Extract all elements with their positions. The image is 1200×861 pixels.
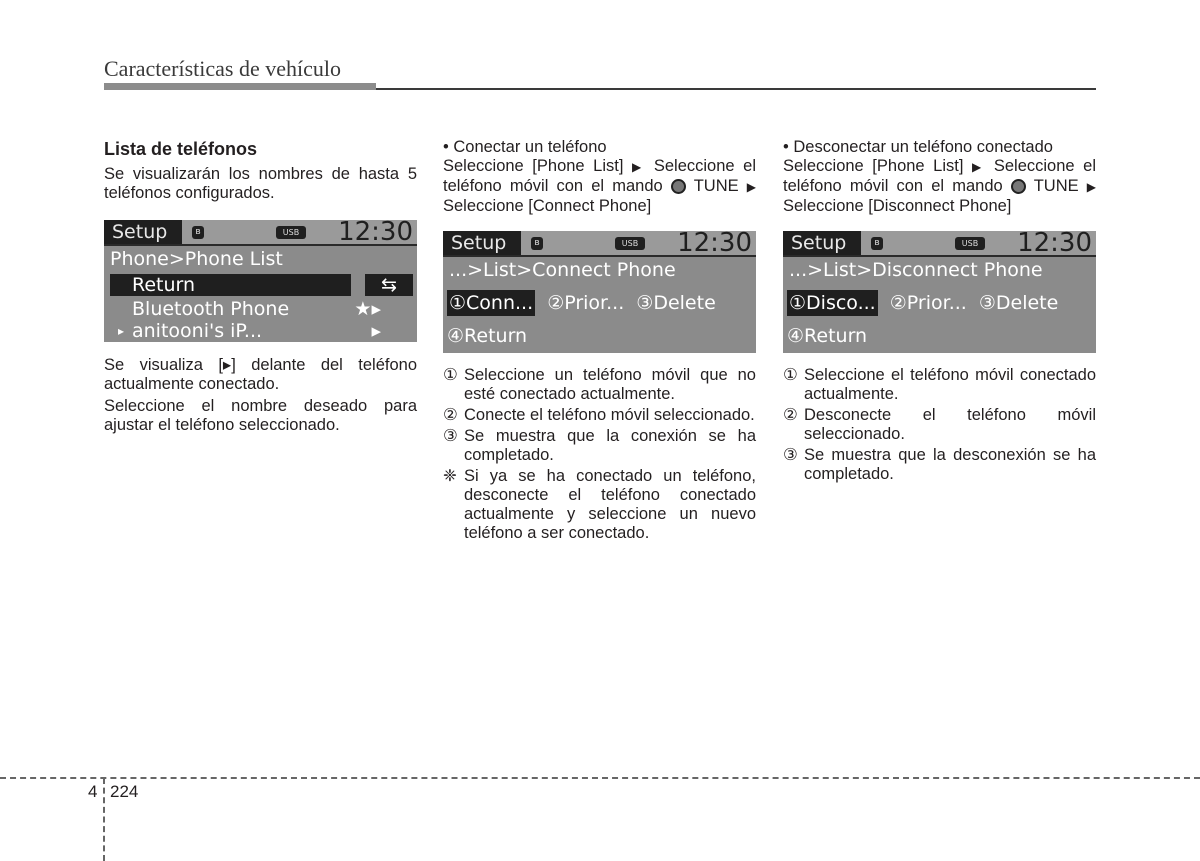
lcd-option-disconnect: ①Disco... — [789, 292, 876, 314]
step-text: Se muestra que la desconexión se ha completado. — [804, 446, 1096, 483]
lcd-option-return: ④Return — [447, 325, 528, 347]
lcd-row-bluetooth-phone — [104, 298, 417, 320]
instr-step: Seleccione el teléfono móvil con el mando — [783, 157, 1097, 195]
step-number: ② — [783, 406, 798, 424]
page-number: 224 — [110, 782, 139, 801]
list-item — [443, 406, 756, 425]
arrow-right-icon: ▸ — [371, 320, 381, 342]
list-item — [783, 366, 1096, 404]
column-disconnect-phone — [783, 138, 1096, 486]
tune-label: TUNE — [693, 177, 739, 195]
step-number: ① — [783, 366, 798, 384]
select-name-text: Seleccione el nombre deseado para ajustar el teléfono seleccionado. — [104, 397, 417, 434]
lcd-path: ...>List>Disconnect Phone — [789, 259, 1043, 281]
lcd-option-delete: ③Delete — [636, 292, 716, 314]
lcd-path: ...>List>Connect Phone — [449, 259, 676, 281]
disconnect-instructions — [783, 157, 1096, 216]
bluetooth-icon: ʙ — [192, 226, 204, 239]
list-item — [783, 446, 1096, 484]
lcd-setup-label: Setup — [783, 231, 861, 255]
instr-step: Seleccione el teléfono móvil con el mando — [443, 157, 757, 195]
phone-list-heading: Lista de teléfonos — [104, 139, 258, 159]
lcd-option-return: ④Return — [787, 325, 868, 347]
tune-label: TUNE — [1033, 177, 1079, 195]
chapter-number: 4 — [88, 782, 98, 801]
lcd-options — [783, 287, 1096, 320]
instr-step: Seleccione [Disconnect Phone] — [783, 197, 1012, 215]
usb-icon: USB — [276, 226, 306, 239]
note-mark: ❈ — [443, 467, 457, 485]
star-arrow-icon: ★▸ — [354, 298, 381, 320]
step-number: ② — [443, 406, 458, 424]
connect-steps — [443, 366, 756, 543]
header-rule-thick — [104, 83, 376, 90]
bluetooth-icon: ʙ — [871, 237, 883, 250]
connect-phone-screen — [443, 231, 756, 353]
step-text: Se muestra que la conexión se ha completado. — [464, 427, 756, 464]
step-text: Seleccione el teléfono móvil conectado actualmente. — [804, 366, 1096, 403]
connected-arrow-icon: ▸ — [118, 324, 125, 338]
lcd-row-return — [110, 274, 397, 296]
column-phone-list — [104, 138, 417, 435]
instr-step: Seleccione [Connect Phone] — [443, 197, 652, 215]
lcd-clock: 12:30 — [1017, 231, 1092, 258]
list-item — [783, 406, 1096, 444]
lcd-path: Phone>Phone List — [110, 248, 283, 270]
lcd-options — [443, 287, 756, 320]
step-number: ① — [443, 366, 458, 384]
usb-icon: USB — [615, 237, 645, 250]
lcd-row-label: anitooni's iP... — [132, 320, 263, 342]
lcd-row-label: Return — [132, 274, 196, 296]
lcd-status-bar — [783, 231, 1096, 257]
step-text: Desconecte el teléfono móvil seleccionado. — [804, 406, 1096, 443]
phone-list-intro: Se visualizarán los nombres de hasta 5 teléfonos configurados. — [104, 165, 417, 202]
triangle-right-icon: ▶ — [1086, 180, 1097, 194]
tune-knob-icon — [1011, 179, 1026, 194]
phone-list-screen — [104, 220, 417, 342]
lcd-option-priority: ②Prior... — [889, 292, 967, 314]
lcd-option-priority: ②Prior... — [547, 292, 625, 314]
lcd-row-label: Bluetooth Phone — [132, 298, 290, 320]
section-title: Características de vehículo — [104, 56, 342, 81]
header-rule-thin — [376, 88, 1096, 90]
lcd-status-bar — [443, 231, 756, 257]
connected-indicator-text: Se visualiza [▸] delante del teléfono actualmente conectado. — [104, 356, 417, 393]
lcd-clock: 12:30 — [677, 231, 752, 258]
lcd-setup-label: Setup — [443, 231, 521, 255]
connect-instructions — [443, 157, 756, 216]
disconnect-phone-screen — [783, 231, 1096, 353]
list-item — [443, 366, 756, 404]
footer-divider — [103, 778, 105, 861]
column-connect-phone — [443, 138, 756, 545]
lcd-option-connect: ①Conn... — [449, 292, 534, 314]
note-text: Si ya se ha conectado un teléfono, desconecte el teléfono conectado actualmente y seleccione un nuevo teléfono a ser conectado. — [464, 467, 756, 542]
instr-step: Seleccione [Phone List] — [783, 157, 964, 175]
lcd-row-connected-phone — [104, 320, 417, 342]
step-number: ③ — [783, 446, 798, 464]
step-text: Seleccione un teléfono móvil que no esté conectado actualmente. — [464, 366, 756, 403]
list-item — [443, 427, 756, 465]
disconnect-bullet-title: • Desconectar un teléfono conectado — [783, 138, 1053, 156]
triangle-right-icon: ▶ — [972, 160, 986, 174]
lcd-status-bar — [104, 220, 417, 246]
lcd-option-delete: ③Delete — [978, 292, 1059, 314]
connect-bullet-title: • Conectar un teléfono — [443, 138, 607, 156]
tune-knob-icon — [671, 179, 686, 194]
usb-icon: USB — [955, 237, 985, 250]
triangle-right-icon: ▶ — [632, 160, 646, 174]
lcd-setup-label: Setup — [104, 220, 182, 244]
disconnect-steps — [783, 366, 1096, 484]
step-number: ③ — [443, 427, 458, 445]
return-icon: ⇆ — [365, 274, 413, 296]
step-text: Conecte el teléfono móvil seleccionado. — [464, 406, 755, 424]
bluetooth-icon: ʙ — [531, 237, 543, 250]
footer-rule — [0, 777, 1200, 779]
lcd-clock: 12:30 — [338, 220, 413, 247]
triangle-right-icon: ▶ — [746, 180, 757, 194]
instr-step: Seleccione [Phone List] — [443, 157, 624, 175]
list-item — [443, 467, 756, 543]
